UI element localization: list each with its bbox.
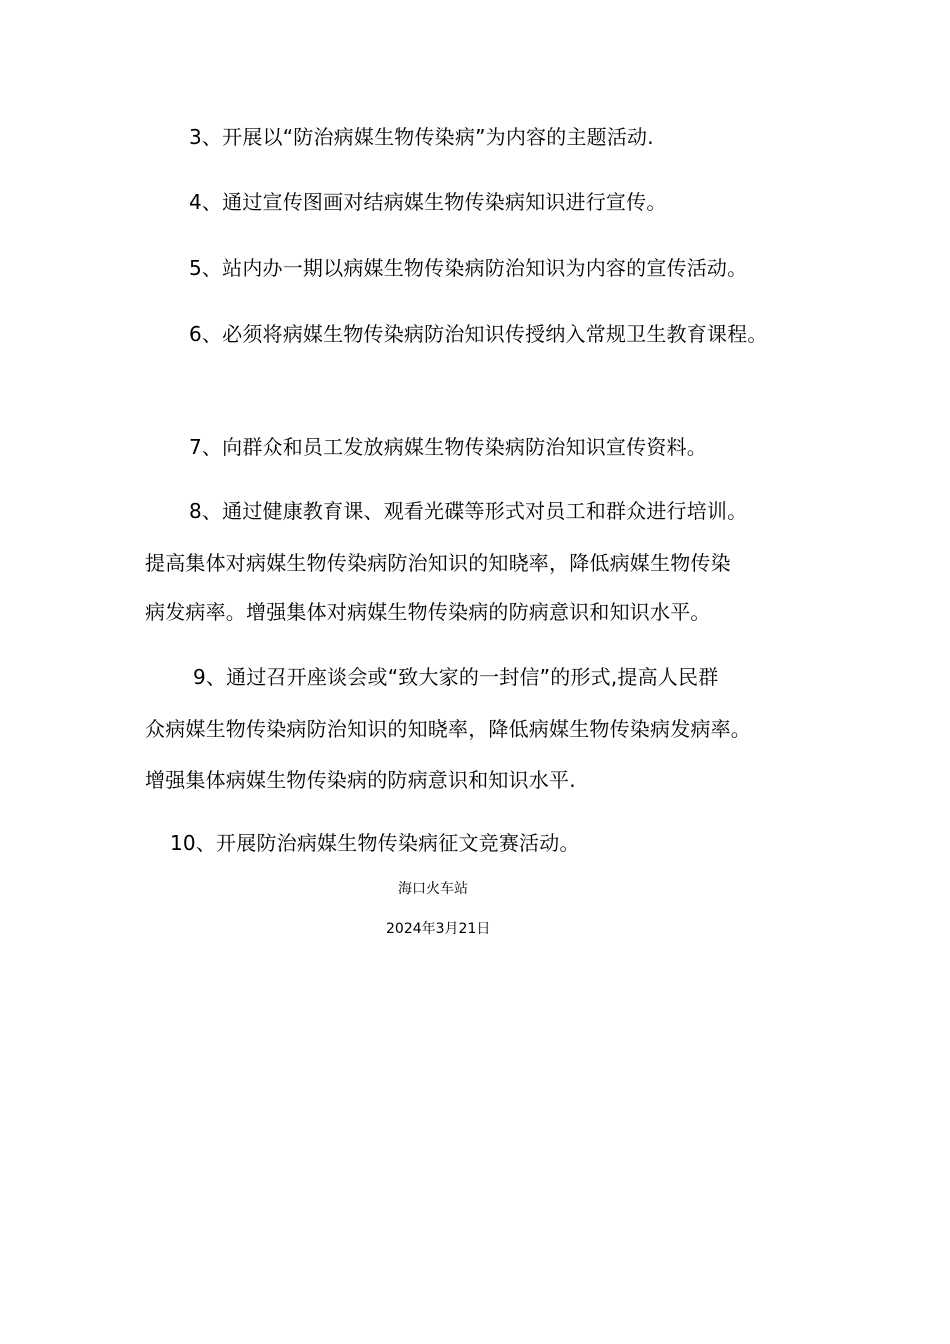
item-8-line-1: 8、通过健康教育课、观看光碟等形式对员工和群众进行培训。 bbox=[189, 499, 748, 523]
item-8-line-2: 提高集体对病媒生物传染病防治知识的知晓率，降低病媒生物传染 bbox=[145, 551, 731, 575]
signature-date: 2024年3月21日 bbox=[386, 921, 491, 937]
item-7: 7、向群众和员工发放病媒生物传染病防治知识宣传资料。 bbox=[189, 435, 707, 459]
item-9-line-3: 增强集体病媒生物传染病的防病意识和知识水平. bbox=[145, 768, 576, 792]
signature-organization: 海口火车站 bbox=[398, 881, 468, 897]
item-5: 5、站内办一期以病媒生物传染病防治知识为内容的宣传活动。 bbox=[189, 256, 748, 280]
item-9-line-2: 众病媒生物传染病防治知识的知晓率，降低病媒生物传染病发病率。 bbox=[145, 717, 751, 741]
item-9-line-1: 9、通过召开座谈会或“致大家的一封信”的形式,提高人民群 bbox=[193, 665, 719, 689]
item-3: 3、开展以“防治病媒生物传染病”为内容的主题活动. bbox=[189, 125, 654, 149]
item-6: 6、必须将病媒生物传染病防治知识传授纳入常规卫生教育课程。 bbox=[189, 322, 768, 346]
item-10: 10、开展防治病媒生物传染病征文竞赛活动。 bbox=[170, 831, 580, 855]
item-4: 4、通过宣传图画对结病媒生物传染病知识进行宣传。 bbox=[189, 190, 667, 214]
item-8-line-3: 病发病率。增强集体对病媒生物传染病的防病意识和知识水平。 bbox=[145, 600, 711, 624]
